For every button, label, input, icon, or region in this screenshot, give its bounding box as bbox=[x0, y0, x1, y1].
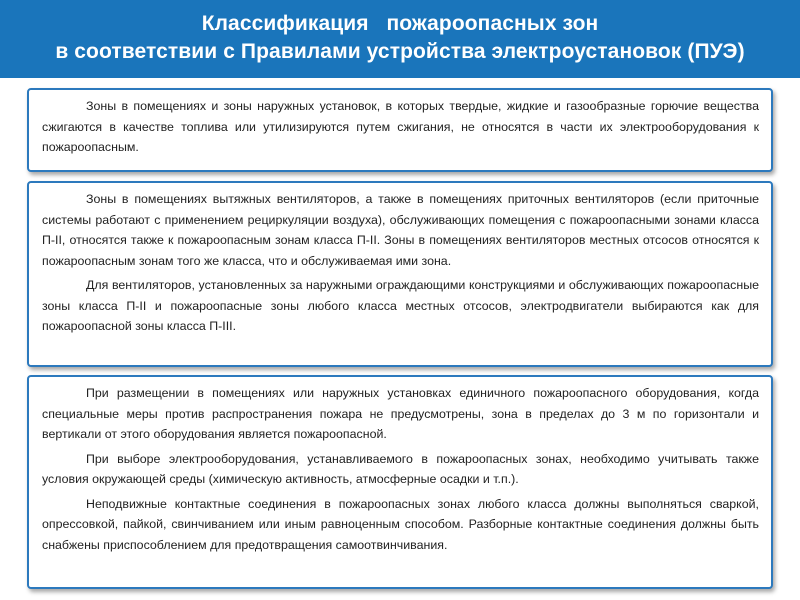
paragraph: Зоны в помещениях вытяжных вентиляторов, а также в помещениях приточных вентиляторов (если приточные системы работают с применением рециркуляции воздуха), обслуживающих помещения с пожароопасными зонами класса П-II, относятся также к пожароопасным зонам класса П-II. Зоны в помещениях вентиляторов местных отсосов относятся к пожароопасным зонам того же класса, что и обслуживаемая ими зона. bbox=[42, 192, 759, 268]
paragraph: Для вентиляторов, установленных за наружными ограждающими конструкциями и обслуживающих пожароопасные зоны класса П-II и пожароопасные зоны любого класса местных отсосов, электродвигатели выбираются как для пожароопасной зоны класса П-III. bbox=[42, 278, 759, 333]
paragraph: При размещении в помещениях или наружных установках единичного пожароопасного оборудования, когда специальные меры против распространения пожара не предусмотрены, зона в пределах до 3 м по горизонтали и вертикали от этого оборудования является пожароопасной. bbox=[42, 386, 759, 441]
text-block-1 bbox=[27, 88, 773, 172]
title-banner bbox=[0, 0, 800, 78]
title-line-2: в соответствии с Правилами устройства электроустановок (ПУЭ) bbox=[55, 40, 745, 63]
title-line-1: Классификация пожароопасных зон bbox=[201, 12, 599, 35]
text-block-3 bbox=[27, 375, 773, 589]
paragraph: Зоны в помещениях и зоны наружных установок, в которых твердые, жидкие и газообразные горючие вещества сжигаются в качестве топлива или утилизируются путем сжигания, не относятся в части их электрооборудования к пожароопасным. bbox=[42, 99, 759, 154]
paragraph: При выборе электрооборудования, устанавливаемого в пожароопасных зонах, необходимо учитывать также условия окружающей среды (химическую активность, атмосферные осадки и т.п.). bbox=[42, 451, 759, 486]
paragraph: Неподвижные контактные соединения в пожароопасных зонах любого класса должны выполняться сваркой, опрессовкой, пайкой, свинчиванием или иным равноценным способом. Разборные контактные соединения должны быть снабжены приспособлением для предотвращения самоотвинчивания. bbox=[42, 496, 759, 552]
text-block-2 bbox=[27, 181, 773, 367]
